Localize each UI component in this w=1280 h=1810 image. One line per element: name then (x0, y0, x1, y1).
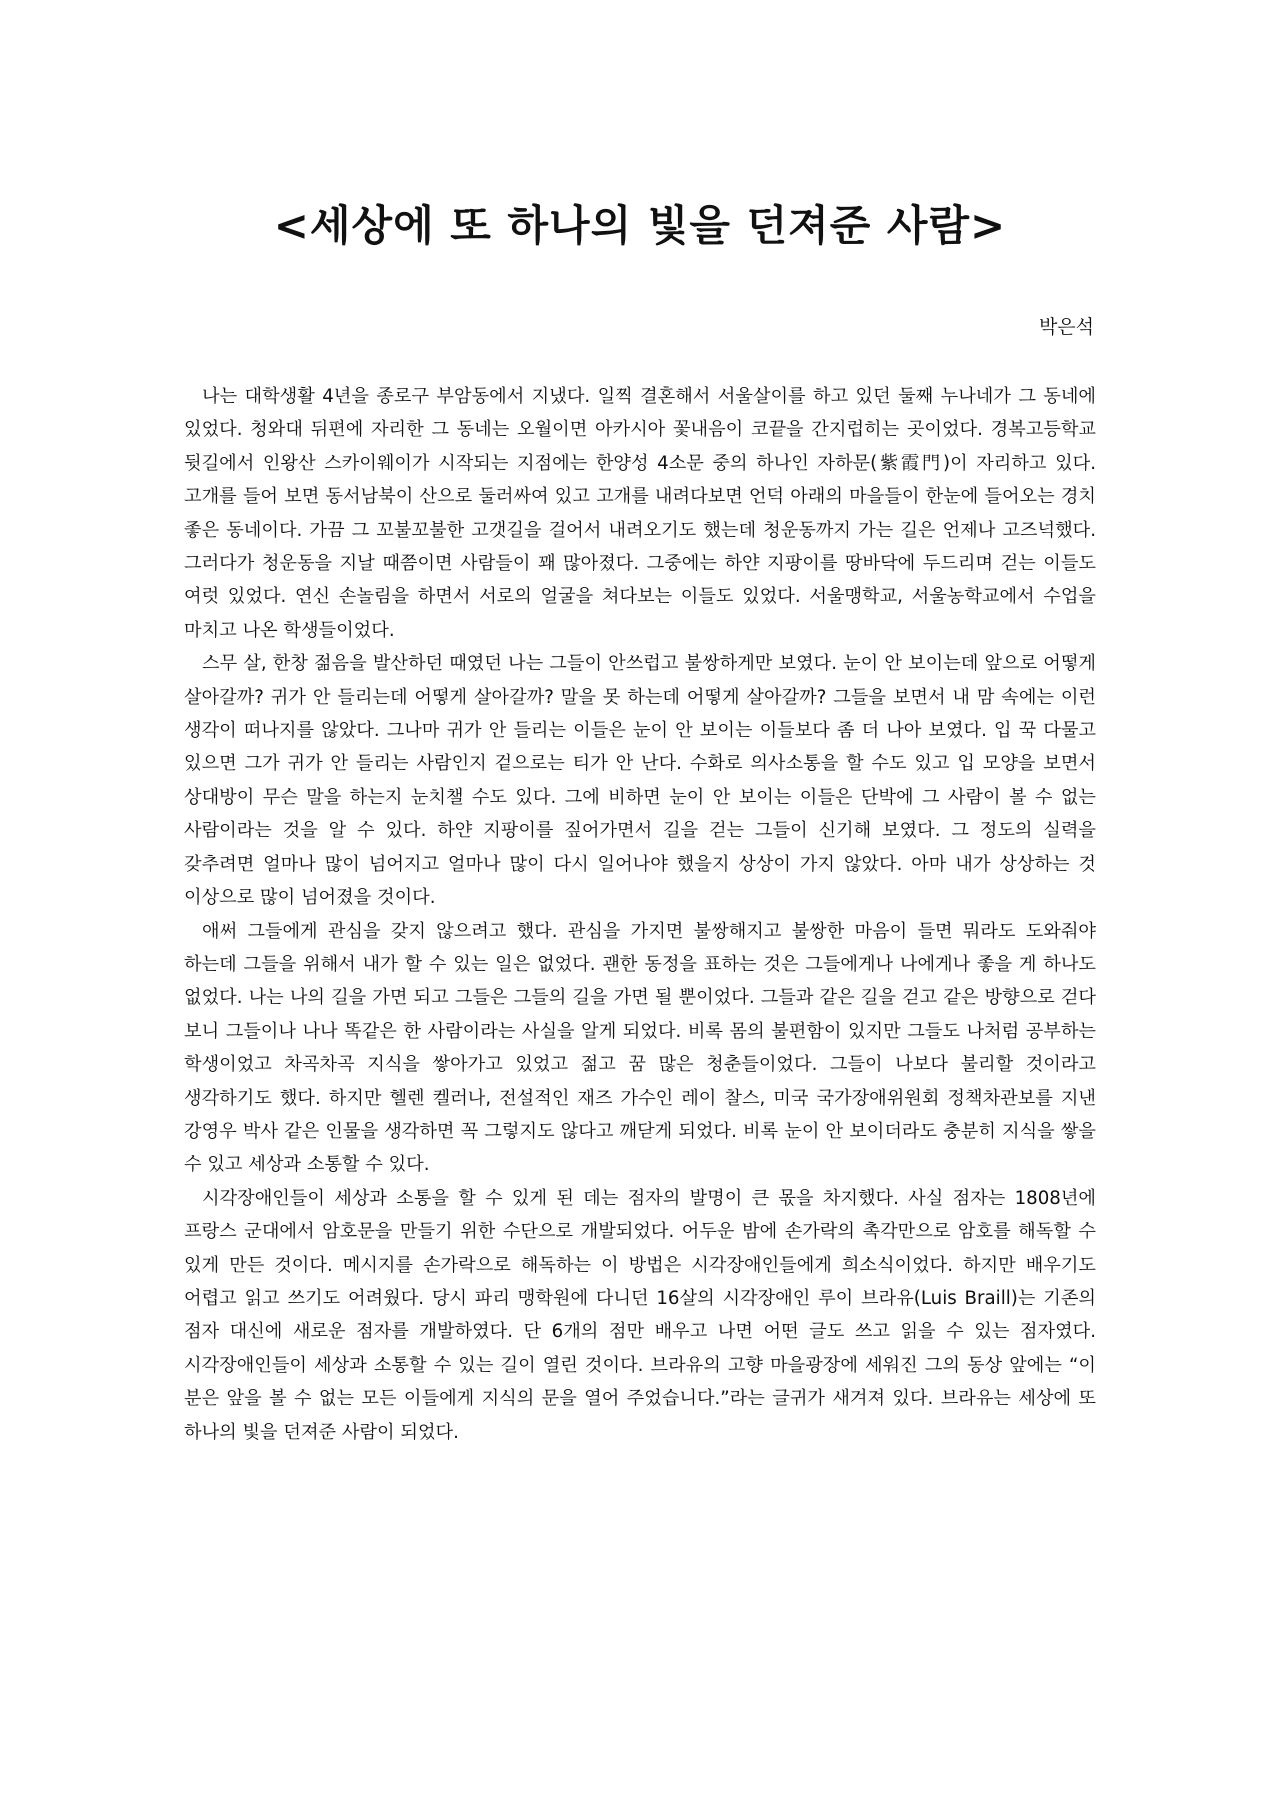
paragraph-1: 나는 대학생활 4년을 종로구 부암동에서 지냈다. 일찍 결혼해서 서울살이를 하고 있던 둘째 누나네가 그 동네에 있었다. 청와대 뒤편에 자리한 그 동네는 오월이면 아카시아 꽃내음이 코끝을 간지럽히는 곳이었다. 경복고등학교 뒷길에서 인왕산 스카이웨이가 시작되는 지점에는 한양성 4소문 중의 하나인 자하문(紫霞門)이 자리하고 있다. 고개를 들어 보면 동서남북이 산으로 둘러싸여 있고 고개를 내려다보면 언덕 아래의 마을들이 한눈에 들어오는 경치 좋은 동네이다. 가끔 그 꼬불꼬불한 고갯길을 걸어서 내려오기도 했는데 청운동까지 가는 길은 언제나 고즈넉했다. 그러다가 청운동을 지날 때쯤이면 사람들이 꽤 많아졌다. 그중에는 하얀 지팡이를 땅바닥에 두드리며 걷는 이들도 여럿 있었다. 연신 손놀림을 하면서 서로의 얼굴을 쳐다보는 이들도 있었다. 서울맹학교, 서울농학교에서 수업을 마치고 나온 학생들이었다. (184, 386, 1096, 641)
paragraph-4: 시각장애인들이 세상과 소통을 할 수 있게 된 데는 점자의 발명이 큰 몫을 차지했다. 사실 점자는 1808년에 프랑스 군대에서 암호문을 만들기 위한 수단으로 개발되었다. 어두운 밤에 손가락의 촉각만으로 암호를 해독할 수 있게 만든 것이다. 메시지를 손가락으로 해독하는 이 방법은 시각장애인들에게 희소식이었다. 하지만 배우기도 어렵고 읽고 쓰기도 어려웠다. 당시 파리 맹학원에 다니던 16살의 시각장애인 루이 브라유(Luis Braill)는 기존의 점자 대신에 새로운 점자를 개발하였다. 단 6개의 점만 배우고 나면 어떤 글도 쓰고 읽을 수 있는 점자였다. 시각장애인들이 세상과 소통할 수 있는 길이 열린 것이다. 브라유의 고향 마을광장에 세워진 그의 동상 앞에는 “이 분은 앞을 볼 수 없는 모든 이들에게 지식의 문을 열어 주었습니다.”라는 글귀가 새겨져 있다. 브라유는 세상에 또 하나의 빛을 던져준 사람이 되었다. (184, 1187, 1096, 1443)
document-page (184, 0, 1096, 1810)
paragraph-3: 애써 그들에게 관심을 갖지 않으려고 했다. 관심을 가지면 불쌍해지고 불쌍한 마음이 들면 뭐라도 도와줘야 하는데 그들을 위해서 내가 할 수 있는 일은 없었다. 괜한 동정을 표하는 것은 그들에게나 나에게나 좋을 게 하나도 없었다. 나는 나의 길을 가면 되고 그들은 그들의 길을 가면 될 뿐이었다. 그들과 같은 길을 걷고 같은 방향으로 걷다 보니 그들이나 나나 똑같은 한 사람이라는 사실을 알게 되었다. 비록 몸의 불편함이 있지만 그들도 나처럼 공부하는 학생이었고 차곡차곡 지식을 쌓아가고 있었고 젊고 꿈 많은 청춘들이었다. 그들이 나보다 불리할 것이라고 생각하기도 했다. 하지만 헬렌 켈러나, 전설적인 재즈 가수인 레이 찰스, 미국 국가장애위원회 정책차관보를 지낸 강영우 박사 같은 인물을 생각하면 꼭 그렇지도 않다고 깨닫게 되었다. 비록 눈이 안 보이더라도 충분히 지식을 쌓을 수 있고 세상과 소통할 수 있다. (184, 920, 1096, 1176)
document-title: <세상에 또 하나의 빛을 던져준 사람> (273, 201, 1007, 250)
author-name: 박은석 (1038, 316, 1094, 338)
paragraph-2: 스무 살, 한창 젊음을 발산하던 때였던 나는 그들이 안쓰럽고 불쌍하게만 보였다. 눈이 안 보이는데 앞으로 어떻게 살아갈까? 귀가 안 들리는데 어떻게 살아갈까? 말을 못 하는데 어떻게 살아갈까? 그들을 보면서 내 맘 속에는 이런 생각이 떠나지를 않았다. 그나마 귀가 안 들리는 이들은 눈이 안 보이는 이들보다 좀 더 나아 보였다. 입 꾹 다물고 있으면 그가 귀가 안 들리는 사람인지 겉으로는 티가 안 난다. 수화로 의사소통을 할 수도 있고 입 모양을 보면서 상대방이 무슨 말을 하는지 눈치챌 수도 있다. 그에 비하면 눈이 안 보이는 이들은 단박에 그 사람이 볼 수 없는 사람이라는 것을 알 수 있다. 하얀 지팡이를 짚어가면서 길을 걷는 그들이 신기해 보였다. 그 정도의 실력을 갖추려면 얼마나 많이 넘어지고 얼마나 많이 다시 일어나야 했을지 상상이 가지 않았다. 아마 내가 상상하는 것 이상으로 많이 넘어졌을 것이다. (184, 653, 1096, 909)
document-body (184, 380, 1096, 1449)
